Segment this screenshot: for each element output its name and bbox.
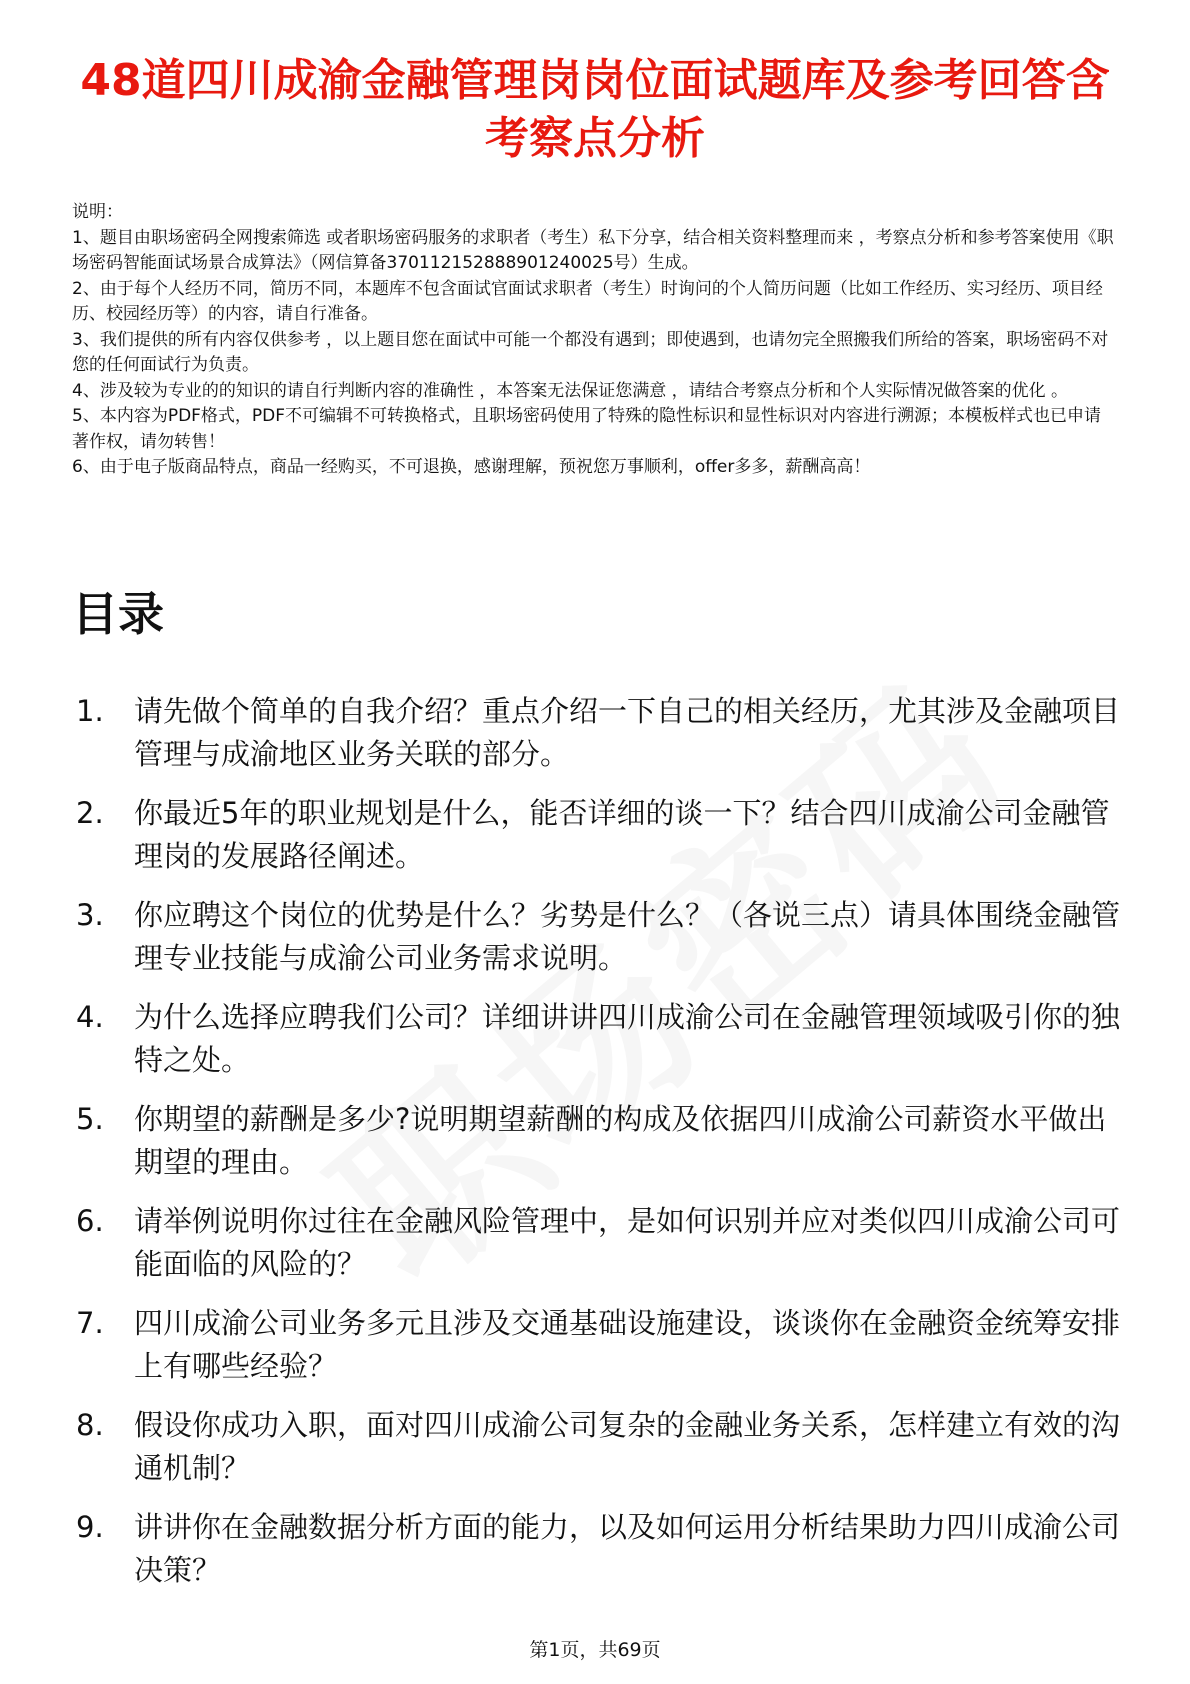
intro-section (72, 200, 1118, 481)
toc-item[interactable] (72, 894, 1122, 980)
intro-item: 3、我们提供的所有内容仅供参考 ，以上题目您在面试中可能一个都没有遇到；即使遇到，也请勿完全照搬我们所给的答案，职场密码不对您的任何面试行为负责。 (72, 329, 1109, 375)
toc-item-text: 假设你成功入职，面对四川成渝公司复杂的金融业务关系，怎样建立有效的沟通机制？ (134, 1408, 1121, 1485)
toc-item[interactable] (72, 996, 1122, 1082)
toc-item-number: 8. (76, 1408, 104, 1442)
toc-item-text: 你应聘这个岗位的优势是什么？劣势是什么？（各说三点）请具体围绕金融管理专业技能与成渝公司业务需求说明。 (134, 898, 1121, 975)
toc-item-text: 你最近5年的职业规划是什么，能否详细的谈一下？结合四川成渝公司金融管理岗的发展路径阐述。 (134, 796, 1110, 873)
toc-item-text: 请先做个简单的自我介绍？重点介绍一下自己的相关经历，尤其涉及金融项目管理与成渝地区业务关联的部分。 (134, 694, 1121, 771)
intro-item: 5、本内容为PDF格式，PDF不可编辑不可转换格式，且职场密码使用了特殊的隐性标识和显性标识对内容进行溯源；本模板样式也已申请著作权，请勿转售！ (72, 406, 1102, 452)
intro-item: 4、涉及较为专业的的知识的请自行判断内容的准确性 ，本答案无法保证您满意 ，请结合考察点分析和个人实际情况做答案的优化 。 (72, 380, 1069, 401)
toc-item-number: 7. (76, 1306, 104, 1340)
toc-item-text: 你期望的薪酬是多少?说明期望薪酬的构成及依据四川成渝公司薪资水平做出期望的理由。 (134, 1102, 1107, 1179)
toc-item[interactable] (72, 1098, 1122, 1184)
toc-item-number: 4. (76, 1000, 104, 1034)
intro-item: 1、题目由职场密码全网搜索筛选 或者职场密码服务的求职者（考生）私下分享，结合相关资料整理而来 ，考察点分析和参考答案使用《职场密码智能面试场景合成算法》（网信算备370112152888901240025号）生成。 (72, 227, 1114, 273)
toc-item[interactable] (72, 1404, 1122, 1490)
toc-item-number: 1. (76, 694, 104, 728)
page-number: 第1页，共69页 (529, 1639, 661, 1661)
intro-label: 说明： (72, 202, 123, 222)
toc-item-text: 四川成渝公司业务多元且涉及交通基础设施建设，谈谈你在金融资金统筹安排上有哪些经验？ (134, 1306, 1121, 1383)
toc-item[interactable] (72, 792, 1122, 878)
toc-item-text: 为什么选择应聘我们公司？详细讲讲四川成渝公司在金融管理领域吸引你的独特之处。 (134, 1000, 1121, 1077)
toc-item[interactable] (72, 1200, 1122, 1286)
toc-item-number: 6. (76, 1204, 104, 1238)
toc-item-text: 讲讲你在金融数据分析方面的能力，以及如何运用分析结果助力四川成渝公司决策？ (134, 1510, 1121, 1587)
toc-item[interactable] (72, 690, 1122, 776)
toc-heading: 目录 (72, 587, 164, 641)
toc-item-number: 2. (76, 796, 104, 830)
toc-item[interactable] (72, 1506, 1122, 1592)
intro-item: 2、由于每个人经历不同，简历不同，本题库不包含面试官面试求职者（考生）时询问的个人简历问题（比如工作经历、实习经历、项目经历、校园经历等）的内容，请自行准备。 (72, 278, 1103, 324)
intro-item: 6、由于电子版商品特点，商品一经购买，不可退换，感谢理解，预祝您万事顺利，offer多多，薪酬高高！ (72, 457, 871, 477)
toc-item-number: 5. (76, 1102, 104, 1136)
toc-list (72, 690, 1122, 1608)
document-title: 48道四川成渝金融管理岗岗位面试题库及参考回答含考察点分析 (80, 55, 1110, 164)
toc-item-text: 请举例说明你过往在金融风险管理中，是如何识别并应对类似四川成渝公司可能面临的风险的？ (134, 1204, 1121, 1281)
toc-item-number: 9. (76, 1510, 104, 1544)
toc-item-number: 3. (76, 898, 104, 932)
toc-item[interactable] (72, 1302, 1122, 1388)
